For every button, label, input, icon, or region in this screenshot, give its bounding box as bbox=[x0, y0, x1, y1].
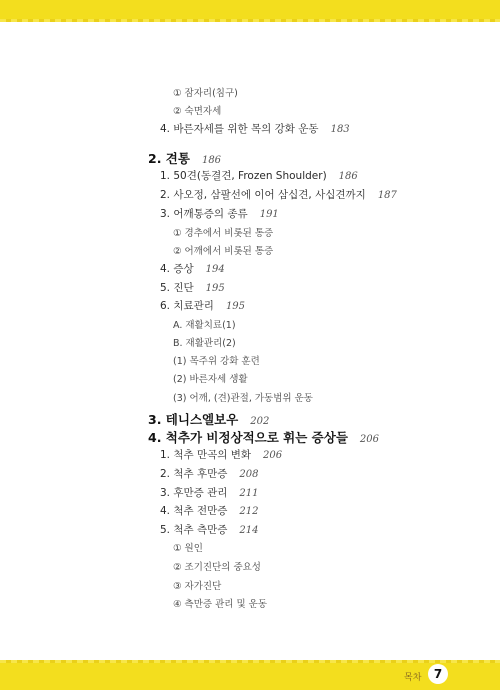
toc-entry-level-3 bbox=[173, 103, 221, 117]
toc-entry-page-number: 183 bbox=[330, 124, 350, 135]
toc-entry-level-3 bbox=[173, 243, 273, 257]
toc-entry-page-number: 208 bbox=[239, 469, 259, 480]
toc-entry-page-number: 195 bbox=[225, 301, 246, 312]
toc-entry-title: 6. 치료관리 bbox=[160, 300, 214, 312]
toc-entry-level-3 bbox=[173, 596, 267, 610]
toc-entry-page-number: 212 bbox=[239, 506, 259, 517]
toc-entry-level-3 bbox=[173, 578, 221, 592]
bottom-band-edge bbox=[0, 660, 500, 663]
toc-entry-title: 3. 테니스엘보우 bbox=[148, 412, 239, 427]
toc-entry-level-3 bbox=[173, 353, 260, 367]
toc-entry-level-1 bbox=[148, 410, 269, 428]
toc-entry-title: ② 어깨에서 비롯된 통증 bbox=[173, 246, 274, 257]
toc-entry-page-number: 206 bbox=[263, 450, 283, 461]
toc-entry-title: 4. 증상 bbox=[160, 263, 194, 275]
toc-entry-level-2 bbox=[160, 168, 358, 183]
toc-entry-title: A. 재활치료(1) bbox=[173, 320, 236, 331]
toc-entry-title: 4. 바른자세를 위한 목의 강화 운동 bbox=[160, 123, 319, 135]
toc-entry-page-number: 195 bbox=[205, 283, 225, 294]
toc-entry-title: 2. 사오정, 삼팔선에 이어 삼십견, 사십견까지 bbox=[160, 189, 366, 201]
toc-entry-title: ④ 측만증 관리 및 운동 bbox=[173, 599, 268, 610]
toc-entry-level-3 bbox=[173, 559, 261, 573]
toc-entry-level-2 bbox=[160, 121, 350, 136]
toc-entry-level-2 bbox=[160, 280, 225, 295]
toc-entry-level-3 bbox=[173, 85, 238, 99]
toc-entry-level-2 bbox=[160, 298, 245, 313]
toc-entry-page-number: 186 bbox=[338, 171, 358, 182]
toc-entry-title: 1. 50견(동결견, Frozen Shoulder) bbox=[160, 170, 327, 182]
toc-entry-level-3 bbox=[173, 225, 273, 239]
toc-entry-level-3 bbox=[173, 371, 248, 385]
toc-entry-level-2 bbox=[160, 503, 259, 518]
toc-entry-page-number: 202 bbox=[250, 416, 270, 427]
toc-entry-level-2 bbox=[160, 187, 397, 202]
toc-entry-title: 5. 척추 측만증 bbox=[160, 524, 228, 536]
page-number-badge: 7 bbox=[428, 664, 448, 684]
toc-entry-title: (1) 목주위 강화 훈련 bbox=[173, 356, 260, 367]
toc-entry-title: 2. 척추 후만증 bbox=[160, 468, 228, 480]
toc-entry-title: 3. 후만증 관리 bbox=[160, 487, 228, 499]
toc-entry-title: ① 경추에서 비롯된 통증 bbox=[173, 228, 274, 239]
toc-entry-title: 1. 척추 만곡의 변화 bbox=[160, 449, 252, 461]
toc-entry-title: 4. 척추가 비정상적으로 휘는 증상들 bbox=[148, 430, 348, 445]
toc-entry-page-number: 214 bbox=[239, 525, 259, 536]
toc-entry-page-number: 187 bbox=[377, 190, 397, 201]
toc-entry-page-number: 211 bbox=[239, 488, 259, 499]
toc-entry-title: (2) 바른자세 생활 bbox=[173, 374, 248, 385]
toc-entry-page-number: 191 bbox=[259, 209, 279, 220]
toc-entry-level-1 bbox=[148, 428, 379, 446]
toc-entry-level-2 bbox=[160, 261, 225, 276]
toc-entry-level-3 bbox=[173, 335, 236, 349]
toc-entry-level-3 bbox=[173, 390, 313, 404]
toc-entry-level-2 bbox=[160, 485, 259, 500]
toc-entry-title: ③ 자가진단 bbox=[173, 581, 222, 592]
toc-entry-level-2 bbox=[160, 206, 279, 221]
toc-entry-page-number: 206 bbox=[359, 434, 379, 445]
toc-entry-title: 5. 진단 bbox=[160, 282, 194, 294]
toc-entry-page-number: 194 bbox=[205, 264, 225, 275]
toc-entry-title: 3. 어깨통증의 종류 bbox=[160, 208, 248, 220]
toc-entry-title: ② 조기진단의 중요성 bbox=[173, 562, 261, 573]
bottom-yellow-band bbox=[0, 660, 500, 690]
toc-entry-level-3 bbox=[173, 540, 203, 554]
toc-entry-title: 4. 척추 전만증 bbox=[160, 505, 228, 517]
toc-entry-title: ① 잠자리(침구) bbox=[173, 88, 238, 99]
toc-entry-title: B. 재활관리(2) bbox=[173, 338, 236, 349]
toc-entry-title: 2. 견통 bbox=[148, 151, 190, 166]
toc-entry-title: (3) 어깨, (견)관절, 가동범위 운동 bbox=[173, 393, 313, 404]
toc-entry-page-number: 186 bbox=[201, 155, 222, 166]
toc-entry-level-2 bbox=[160, 522, 259, 537]
toc-entry-level-2 bbox=[160, 466, 259, 481]
footer-section-label: 목차 bbox=[404, 673, 422, 683]
toc-entry-level-3 bbox=[173, 317, 236, 331]
toc-entry-level-1 bbox=[148, 149, 221, 167]
toc-entry-title: ② 숙면자세 bbox=[173, 106, 222, 117]
toc-entry-level-2 bbox=[160, 447, 282, 462]
toc-entry-title: ① 원인 bbox=[173, 543, 203, 554]
